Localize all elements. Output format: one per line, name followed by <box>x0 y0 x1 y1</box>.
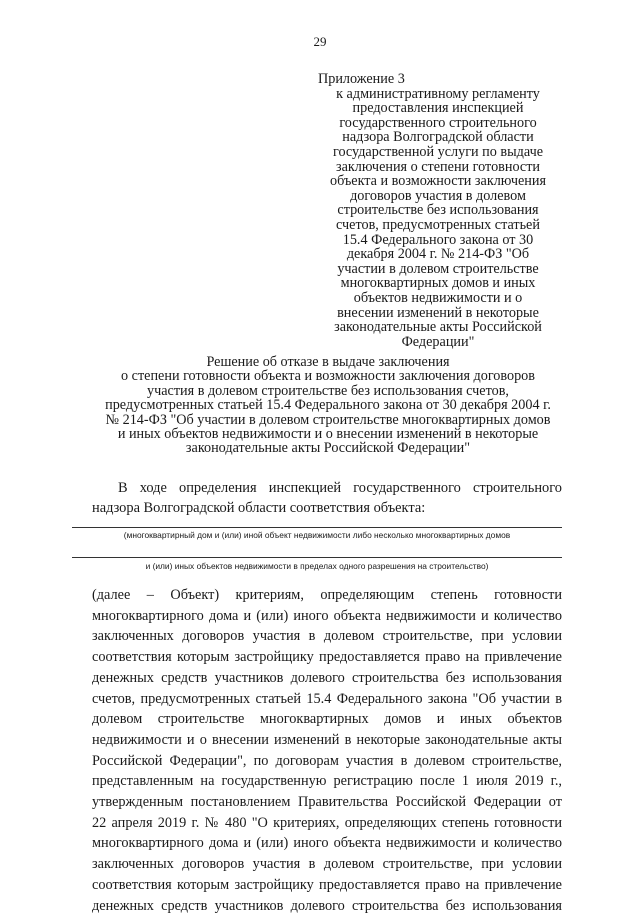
decision-title-line: Решение об отказе в выдаче заключения <box>206 354 450 370</box>
appendix-line: договоров участия в долевом <box>350 187 526 204</box>
body-line: недвижимости и о внесении изменений в некоторые законодательные акты <box>92 731 562 748</box>
body-line: соответствия которым застройщику предоставляется право на привлечение <box>92 876 562 893</box>
body-line: долевом строительстве многоквартирных домов и иных объектов <box>92 711 562 728</box>
appendix-line: участии в долевом строительстве <box>337 260 539 277</box>
body-line: 22 апреля 2019 г. № 480 "О критериях, определяющих степень готовности <box>92 814 562 831</box>
decision-title <box>78 355 578 456</box>
page-number: 29 <box>313 34 327 49</box>
decision-title-line: № 214-ФЗ "Об участии в долевом строительстве многоквартирных домов <box>105 411 551 428</box>
appendix-line: законодательные акты Российской <box>334 319 542 336</box>
body-line: (далее – Объект) критериям, определяющим степень готовности <box>92 587 562 603</box>
appendix-line: строительстве без использования <box>337 202 539 219</box>
appendix-line: декабря 2004 г. № 214-ФЗ "Об <box>346 246 530 263</box>
body-line: денежных средств участников долевого строительства без использования <box>92 669 562 686</box>
fill-in-caption: и (или) иных объектов недвижимости в пределах одного разрешения на строительство) <box>145 561 489 571</box>
appendix-line: объектов недвижимости и о <box>353 289 523 306</box>
decision-title-line: предусмотренных статьей 15.4 Федерального закона от 30 декабря 2004 г. <box>105 397 551 414</box>
appendix-header <box>318 72 558 349</box>
appendix-line: надзора Волгоградской области <box>342 129 534 146</box>
decision-title-line: и иных объектов недвижимости и о внесении изменений в некоторые <box>117 426 539 443</box>
body-line: утвержденным постановлением Правительства Российской Федерации от <box>92 794 562 811</box>
appendix-line: Федерации" <box>401 333 475 350</box>
appendix-line: Приложение 3 <box>318 71 405 87</box>
body-line: многоквартирного дома и (или) иного объекта недвижимости и количество <box>92 607 562 624</box>
body-line: многоквартирного дома и (или) иного объекта недвижимости и количество <box>92 835 562 852</box>
intro-line: надзора Волгоградской области соответствия объекта: <box>92 500 426 516</box>
appendix-line: государственного строительного <box>339 114 537 131</box>
appendix-line: государственной услуги по выдаче <box>332 143 544 160</box>
fill-in-line <box>72 557 562 558</box>
fill-in-line <box>72 527 562 528</box>
body-line: заключенных договоров участия в долевом строительстве, при условии <box>92 856 562 873</box>
body-line: соответствия которым застройщику предоставляется право на привлечение <box>92 649 562 666</box>
appendix-line: внесении изменений в некоторые <box>337 304 539 321</box>
appendix-line: предоставления инспекцией <box>352 100 524 117</box>
intro-paragraph <box>92 478 562 518</box>
intro-line: В ходе определения инспекцией государственного строительного <box>118 480 562 496</box>
appendix-line: многоквартирных домов и иных <box>340 275 536 292</box>
decision-title-line: о степени готовности объекта и возможности заключения договоров <box>121 368 535 385</box>
appendix-line: объекта и возможности заключения <box>329 173 547 190</box>
body-line: представленным на государственную регистрацию после 1 июля 2019 г., <box>92 773 562 790</box>
body-line: заключенных договоров участия в долевом строительстве, при условии <box>92 628 562 645</box>
body-paragraph <box>92 585 562 916</box>
appendix-line: 15.4 Федерального закона от 30 <box>342 231 534 248</box>
body-line: Российской Федерации", по договорам участия в долевом строительстве, <box>92 752 562 769</box>
fill-in-caption: (многоквартирный дом и (или) иной объект недвижимости либо несколько многоквартирных домов <box>123 530 511 540</box>
decision-title-line: законодательные акты Российской Федерации" <box>185 440 471 457</box>
decision-title-line: участия в долевом строительстве без использования счетов, <box>147 382 509 399</box>
appendix-line: к административному регламенту <box>336 85 540 102</box>
appendix-line: счетов, предусмотренных статьей <box>336 216 540 233</box>
appendix-line: заключения о степени готовности <box>336 158 540 175</box>
body-line: счетов, предусмотренных статьей 15.4 Федерального закона "Об участии в <box>92 690 562 707</box>
body-line: денежных средств участников долевого строительства без использования <box>92 897 562 914</box>
